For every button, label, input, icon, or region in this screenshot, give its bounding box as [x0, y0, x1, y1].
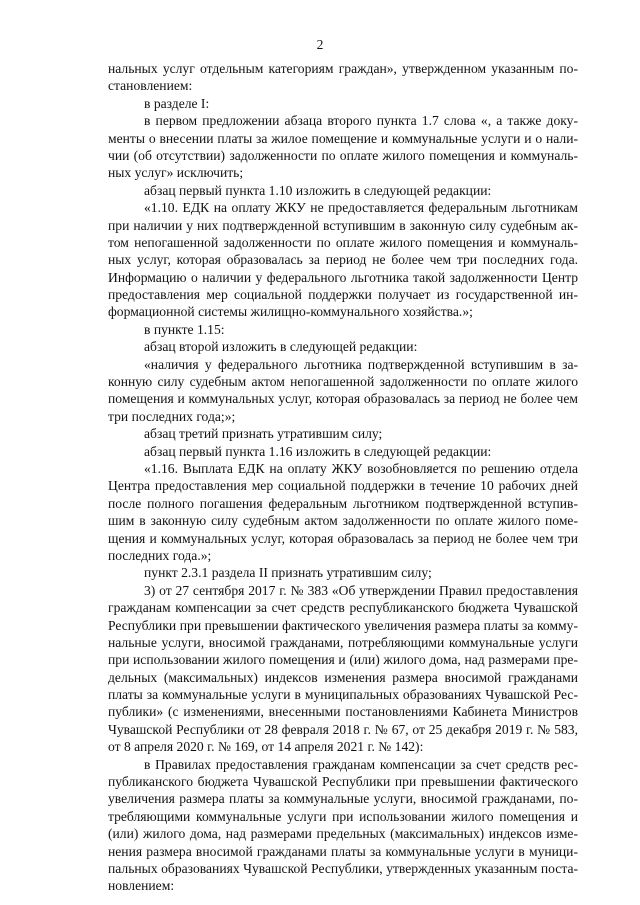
- text-line: абзац первый пункта 1.16 изложить в следующей редакции:: [144, 443, 492, 459]
- text-line: три последних года;»;: [108, 408, 236, 424]
- text-line: «наличия у федерального льготника подтвержденной вступившим в за-: [144, 356, 578, 372]
- text-line: «1.16. Выплата ЕДК на оплату ЖКУ возобновляется по решению отдела: [144, 460, 578, 476]
- text-line: Чувашской Республики от 28 февраля 2018 г. № 67, от 25 декабря 2019 г. № 583,: [108, 721, 578, 737]
- text-line: ных услуг, которая образовалась за период не более чем три последних года.: [108, 252, 578, 268]
- text-line: новлением:: [108, 878, 175, 894]
- text-line: пункт 2.3.1 раздела II признать утратившим силу;: [144, 565, 432, 581]
- text-line: пальных образованиях Чувашской Республики, утвержденных указанным поста-: [108, 860, 578, 876]
- text-line: абзац второй изложить в следующей редакции:: [144, 339, 418, 355]
- text-line: Республики при превышении фактического увеличения размера платы за комму-: [108, 617, 578, 633]
- text-line: том непогашенной задолженности по оплате жилого помещения и коммуналь-: [108, 234, 578, 250]
- text-line: от 8 апреля 2020 г. № 169, от 14 апреля 2021 г. № 142):: [108, 739, 424, 755]
- text-line: ных услуг» исключить;: [108, 165, 244, 181]
- text-line: увеличения размера платы за коммунальные услуги, вносимой гражданами, по-: [108, 791, 578, 807]
- text-line: последних года.»;: [108, 547, 212, 563]
- text-line: при наличии у них подтвержденной вступившим в законную силу судебным ак-: [108, 217, 578, 233]
- text-line: нальные услуги, вносимой гражданами, потребляющими коммунальные услуги: [108, 634, 578, 650]
- text-line: щения и коммунальных услуг, которая образовалась за период не более чем три: [108, 530, 578, 546]
- text-line: гражданам компенсации за счет средств республиканского бюджета Чувашской: [108, 600, 578, 616]
- text-line: после полного погашения федеральным льготником подтвержденной вступив-: [108, 495, 578, 511]
- text-line: публиканского бюджета Чувашской Республики при превышении фактического: [108, 774, 578, 790]
- text-line: «1.10. ЕДК на оплату ЖКУ не предоставляется федеральным льготникам: [144, 200, 578, 216]
- text-line: дельных (максимальных) индексов изменения размера вносимой гражданами: [108, 669, 578, 685]
- text-line: нения размера вносимой гражданами платы за коммунальные услуги в муници-: [108, 843, 578, 859]
- text-line: формационной системы жилищно-коммунального хозяйства.»;: [108, 304, 473, 320]
- text-line: абзац первый пункта 1.10 изложить в следующей редакции:: [144, 182, 492, 198]
- text-line: при использовании жилого помещения и (или) жилого дома, над размерами пре-: [108, 652, 578, 668]
- text-line: платы за коммунальные услуги в муниципальных образованиях Чувашской Рес-: [108, 687, 578, 703]
- text-line: предоставления мер социальной поддержки получает из государственной ин-: [108, 287, 578, 303]
- text-line: публики» (с изменениями, внесенными постановлениями Кабинета Министров: [108, 704, 578, 720]
- text-line: в первом предложении абзаца второго пункта 1.7 слова «, а также доку-: [144, 113, 578, 129]
- text-line: становлением:: [108, 78, 193, 94]
- document-body: [108, 60, 578, 895]
- text-line: в разделе I:: [144, 95, 210, 111]
- text-line: требляющими коммунальные услуги при использовании жилого помещения и: [108, 808, 578, 824]
- text-line: помещения и коммунальных услуг, которая образовалась за период не более чем: [108, 391, 578, 407]
- text-line: Информацию о наличии у федерального льготника такой задолженности Центр: [108, 269, 578, 285]
- text-line: чии (об отсутствии) задолженности по оплате жилого помещения и коммуналь-: [108, 147, 578, 163]
- page-number: 2: [316, 37, 324, 52]
- text-line: абзац третий признать утратившим силу;: [144, 426, 383, 442]
- text-line: конную силу судебным актом непогашенной задолженности по оплате жилого: [108, 374, 578, 390]
- text-line: Центра предоставления мер социальной поддержки в течение 10 рабочих дней: [108, 478, 578, 494]
- text-line: в Правилах предоставления гражданам компенсации за счет средств рес-: [144, 756, 578, 772]
- text-line: в пункте 1.15:: [144, 321, 225, 337]
- text-line: 3) от 27 сентября 2017 г. № 383 «Об утверждении Правил предоставления: [144, 582, 578, 598]
- text-line: шим в законную силу судебным актом задолженности по оплате жилого поме-: [108, 513, 578, 529]
- text-line: (или) жилого дома, над размерами предельных (максимальных) индексов изме-: [108, 826, 578, 842]
- text-line: нальных услуг отдельным категориям граждан», утвержденном указанным по-: [108, 61, 578, 76]
- text-line: менты о внесении платы за жилое помещение и коммунальные услуги и о нали-: [108, 130, 578, 146]
